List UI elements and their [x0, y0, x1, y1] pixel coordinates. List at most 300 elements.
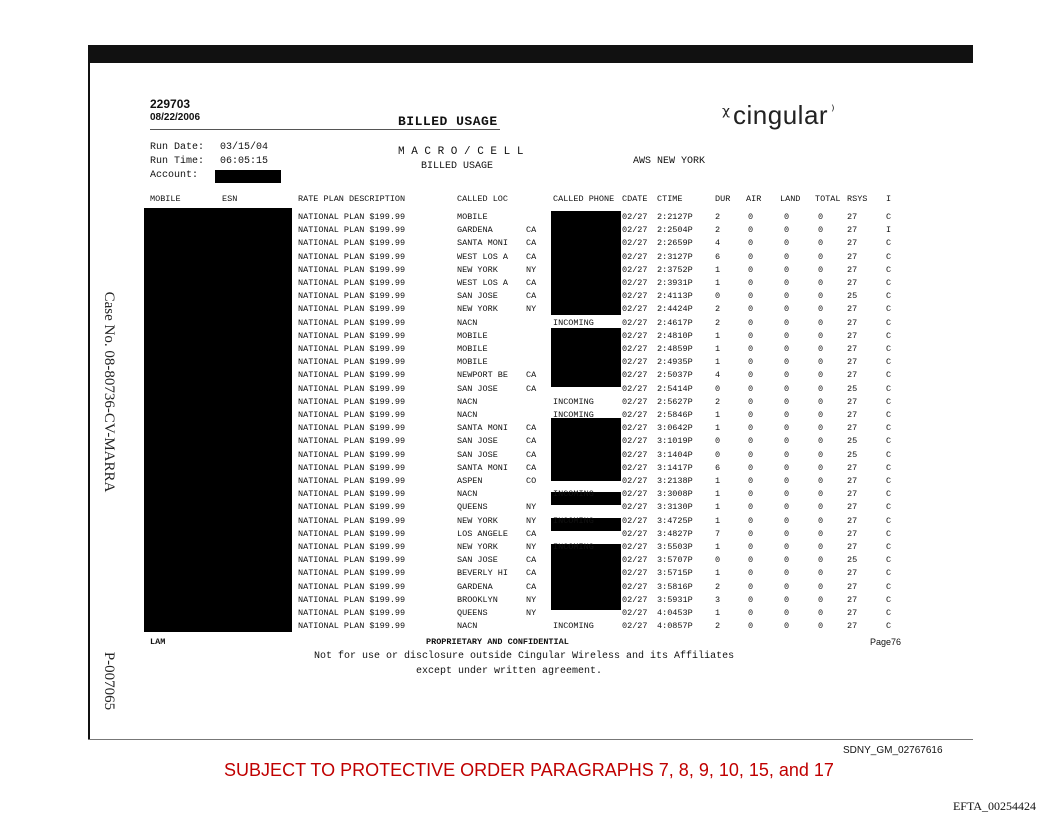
rsys-cell: 25 [847, 555, 858, 566]
cdate-cell: 02/27 [622, 410, 648, 420]
rsys-cell: 27 [847, 608, 858, 618]
col-header-rate-plan: RATE PLAN DESCRIPTION [298, 194, 406, 204]
called-phone-cell: INCOMING [553, 621, 594, 632]
dur-cell: 1 [715, 515, 721, 526]
state-cell: CA [526, 436, 537, 447]
cdate-cell: 02/27 [622, 555, 648, 566]
total-cell: 0 [818, 462, 824, 473]
land-cell: 0 [784, 476, 790, 486]
dur-cell: 0 [715, 383, 721, 394]
land-cell: 0 [784, 449, 790, 460]
dur-cell: 1 [715, 278, 721, 288]
rsys-cell: 27 [847, 528, 858, 539]
rate-plan-cell: NATIONAL PLAN $199.99 [298, 410, 406, 420]
cdate-cell: 02/27 [622, 396, 648, 407]
indicator-cell: C [886, 251, 892, 262]
air-cell: 0 [748, 621, 754, 632]
rate-plan-cell: NATIONAL PLAN $199.99 [298, 581, 406, 592]
ctime-cell: 3:5707P [657, 555, 693, 566]
land-cell: 0 [784, 212, 790, 222]
rate-plan-cell: NATIONAL PLAN $199.99 [298, 264, 406, 275]
rate-plan-cell: NATIONAL PLAN $199.99 [298, 528, 406, 539]
air-cell: 0 [748, 291, 754, 302]
air-cell: 0 [748, 357, 754, 368]
cdate-cell: 02/27 [622, 225, 648, 236]
air-cell: 0 [748, 581, 754, 592]
rate-plan-cell: NATIONAL PLAN $199.99 [298, 436, 406, 447]
rate-plan-cell: NATIONAL PLAN $199.99 [298, 502, 406, 513]
cdate-cell: 02/27 [622, 528, 648, 539]
rsys-cell: 25 [847, 383, 858, 394]
ctime-cell: 2:3127P [657, 251, 693, 262]
total-cell: 0 [818, 568, 824, 579]
rate-plan-cell: NATIONAL PLAN $199.99 [298, 489, 406, 500]
ctime-cell: 2:5627P [657, 396, 693, 407]
dur-cell: 1 [715, 423, 721, 434]
rsys-cell: 27 [847, 476, 858, 486]
rate-plan-cell: NATIONAL PLAN $199.99 [298, 212, 406, 222]
ctime-cell: 3:4827P [657, 528, 693, 539]
dur-cell: 0 [715, 555, 721, 566]
rsys-cell: 27 [847, 370, 858, 381]
rate-plan-cell: NATIONAL PLAN $199.99 [298, 238, 406, 249]
col-header-rsys: RSYS [847, 194, 868, 204]
rsys-cell: 27 [847, 225, 858, 236]
indicator-cell: C [886, 357, 892, 368]
total-cell: 0 [818, 621, 824, 632]
col-header-cdate: CDATE [622, 194, 648, 204]
rate-plan-cell: NATIONAL PLAN $199.99 [298, 225, 406, 236]
state-cell: NY [526, 515, 537, 526]
state-cell: CA [526, 251, 537, 262]
total-cell: 0 [818, 278, 824, 288]
account-redaction [215, 170, 281, 183]
land-cell: 0 [784, 225, 790, 236]
indicator-cell: C [886, 608, 892, 618]
cdate-cell: 02/27 [622, 383, 648, 394]
state-cell: CA [526, 383, 537, 394]
called-loc-cell: MOBILE [457, 357, 488, 368]
dur-cell: 1 [715, 410, 721, 420]
rsys-cell: 27 [847, 515, 858, 526]
land-cell: 0 [784, 317, 790, 328]
indicator-cell: I [886, 225, 892, 236]
called-loc-cell: SAN JOSE [457, 383, 498, 394]
land-cell: 0 [784, 304, 790, 315]
case-number-stamp: Case No. 08-80736-CV-MARRA [101, 291, 117, 493]
col-header-called-phone: CALLED PHONE [553, 194, 615, 204]
air-cell: 0 [748, 410, 754, 420]
called-loc-cell: SAN JOSE [457, 436, 498, 447]
rate-plan-cell: NATIONAL PLAN $199.99 [298, 515, 406, 526]
ctime-cell: 3:5931P [657, 594, 693, 605]
total-cell: 0 [818, 515, 824, 526]
total-cell: 0 [818, 264, 824, 275]
land-cell: 0 [784, 238, 790, 249]
cdate-cell: 02/27 [622, 317, 648, 328]
air-cell: 0 [748, 251, 754, 262]
total-cell: 0 [818, 383, 824, 394]
dur-cell: 1 [715, 502, 721, 513]
land-cell: 0 [784, 581, 790, 592]
total-cell: 0 [818, 555, 824, 566]
state-cell: CA [526, 528, 537, 539]
total-cell: 0 [818, 291, 824, 302]
air-cell: 0 [748, 370, 754, 381]
rsys-cell: 27 [847, 568, 858, 579]
indicator-cell: C [886, 515, 892, 526]
air-cell: 0 [748, 542, 754, 552]
air-cell: 0 [748, 264, 754, 275]
total-cell: 0 [818, 238, 824, 249]
ctime-cell: 2:4859P [657, 344, 693, 354]
ctime-cell: 3:3008P [657, 489, 693, 500]
total-cell: 0 [818, 608, 824, 618]
total-cell: 0 [818, 370, 824, 381]
air-cell: 0 [748, 476, 754, 486]
state-cell: CA [526, 291, 537, 302]
total-cell: 0 [818, 344, 824, 354]
dur-cell: 2 [715, 304, 721, 315]
indicator-cell: C [886, 568, 892, 579]
dur-cell: 2 [715, 317, 721, 328]
ctime-cell: 2:5414P [657, 383, 693, 394]
total-cell: 0 [818, 396, 824, 407]
total-cell: 0 [818, 423, 824, 434]
land-cell: 0 [784, 594, 790, 605]
ctime-cell: 3:5816P [657, 581, 693, 592]
dur-cell: 1 [715, 344, 721, 354]
cdate-cell: 02/27 [622, 462, 648, 473]
called-loc-cell: QUEENS [457, 608, 488, 618]
air-cell: 0 [748, 568, 754, 579]
air-cell: 0 [748, 594, 754, 605]
called-phone-cell: INCOMING [553, 489, 594, 500]
land-cell: 0 [784, 383, 790, 394]
disclaimer-line-2: except under written agreement. [416, 666, 603, 677]
cdate-cell: 02/27 [622, 621, 648, 632]
called-loc-cell: MOBILE [457, 344, 488, 354]
ctime-cell: 2:2659P [657, 238, 693, 249]
disclaimer-line-1: Not for use or disclosure outside Cingular Wireless and its Affiliates [314, 651, 735, 662]
indicator-cell: C [886, 462, 892, 473]
called-loc-cell: NEW YORK [457, 304, 498, 315]
total-cell: 0 [818, 304, 824, 315]
total-cell: 0 [818, 489, 824, 500]
rsys-cell: 27 [847, 330, 858, 341]
called-loc-cell: BEVERLY HI [457, 568, 509, 579]
air-cell: 0 [748, 462, 754, 473]
ctime-cell: 4:0857P [657, 621, 693, 632]
total-cell: 0 [818, 594, 824, 605]
rsys-cell: 27 [847, 502, 858, 513]
called-phone-cell: INCOMING [553, 542, 594, 552]
state-cell: NY [526, 264, 537, 275]
cdate-cell: 02/27 [622, 594, 648, 605]
cdate-cell: 02/27 [622, 489, 648, 500]
confidential-notice: PROPRIETARY AND CONFIDENTIAL [426, 637, 569, 647]
logo-wordmark: cingular [733, 100, 829, 130]
cdate-cell: 02/27 [622, 212, 648, 222]
dur-cell: 1 [715, 568, 721, 579]
indicator-cell: C [886, 594, 892, 605]
rsys-cell: 25 [847, 436, 858, 447]
cdate-cell: 02/27 [622, 291, 648, 302]
indicator-cell: C [886, 238, 892, 249]
air-cell: 0 [748, 489, 754, 500]
cdate-cell: 02/27 [622, 370, 648, 381]
dur-cell: 1 [715, 357, 721, 368]
ctime-cell: 2:5846P [657, 410, 693, 420]
land-cell: 0 [784, 502, 790, 513]
land-cell: 0 [784, 330, 790, 341]
land-cell: 0 [784, 251, 790, 262]
bates-number: SDNY_GM_02767616 [843, 745, 943, 756]
called-phone-cell: INCOMING [553, 410, 594, 420]
dur-cell: 1 [715, 608, 721, 618]
land-cell: 0 [784, 423, 790, 434]
rsys-cell: 27 [847, 581, 858, 592]
rsys-cell: 27 [847, 621, 858, 632]
rsys-cell: 27 [847, 212, 858, 222]
cdate-cell: 02/27 [622, 304, 648, 315]
ctime-cell: 2:4617P [657, 317, 693, 328]
called-loc-cell: SAN JOSE [457, 555, 498, 566]
indicator-cell: C [886, 330, 892, 341]
dur-cell: 4 [715, 238, 721, 249]
called-phone-cell: INCOMING [553, 317, 594, 328]
state-cell: CA [526, 225, 537, 236]
state-cell: CA [526, 449, 537, 460]
indicator-cell: C [886, 423, 892, 434]
page-number: Page76 [870, 637, 902, 647]
dur-cell: 1 [715, 264, 721, 275]
air-cell: 0 [748, 423, 754, 434]
state-cell: NY [526, 304, 537, 315]
called-loc-cell: ASPEN [457, 476, 483, 486]
rate-plan-cell: NATIONAL PLAN $199.99 [298, 396, 406, 407]
ctime-cell: 2:4424P [657, 304, 693, 315]
called-loc-cell: NACN [457, 621, 478, 632]
cdate-cell: 02/27 [622, 449, 648, 460]
air-cell: 0 [748, 330, 754, 341]
dur-cell: 1 [715, 330, 721, 341]
land-cell: 0 [784, 370, 790, 381]
called-loc-cell: MOBILE [457, 330, 488, 341]
ctime-cell: 3:1404P [657, 449, 693, 460]
ctime-cell: 2:3752P [657, 264, 693, 275]
billed-usage-subtitle: BILLED USAGE [421, 161, 494, 172]
col-header-called-loc: CALLED LOC [457, 194, 509, 204]
efta-number: EFTA_00254424 [952, 799, 1036, 813]
called-loc-cell: SAN JOSE [457, 449, 498, 460]
ctime-cell: 2:2504P [657, 225, 693, 236]
ctime-cell: 3:3130P [657, 502, 693, 513]
called-loc-cell: WEST LOS A [457, 278, 509, 288]
total-cell: 0 [818, 251, 824, 262]
rate-plan-cell: NATIONAL PLAN $199.99 [298, 555, 406, 566]
air-cell: 0 [748, 608, 754, 618]
land-cell: 0 [784, 410, 790, 420]
cdate-cell: 02/27 [622, 278, 648, 288]
cdate-cell: 02/27 [622, 502, 648, 513]
dur-cell: 3 [715, 594, 721, 605]
rate-plan-cell: NATIONAL PLAN $199.99 [298, 304, 406, 315]
called-loc-cell: SANTA MONI [457, 423, 509, 434]
indicator-cell: C [886, 528, 892, 539]
market-name: AWS NEW YORK [633, 156, 706, 167]
rate-plan-cell: NATIONAL PLAN $199.99 [298, 476, 406, 486]
indicator-cell: C [886, 317, 892, 328]
cdate-cell: 02/27 [622, 476, 648, 486]
indicator-cell: C [886, 278, 892, 288]
called-loc-cell: NEW YORK [457, 264, 498, 275]
dur-cell: 6 [715, 462, 721, 473]
total-cell: 0 [818, 317, 824, 328]
state-cell: CA [526, 568, 537, 579]
rsys-cell: 27 [847, 357, 858, 368]
land-cell: 0 [784, 344, 790, 354]
called-phone-cell: INCOMING [553, 396, 594, 407]
title-underline [150, 129, 500, 130]
land-cell: 0 [784, 264, 790, 275]
rsys-cell: 27 [847, 251, 858, 262]
air-cell: 0 [748, 383, 754, 394]
run-time-value: 06:05:15 [220, 156, 269, 167]
air-cell: 0 [748, 436, 754, 447]
air-cell: 0 [748, 317, 754, 328]
air-cell: 0 [748, 344, 754, 354]
indicator-cell: C [886, 410, 892, 420]
rate-plan-cell: NATIONAL PLAN $199.99 [298, 370, 406, 381]
indicator-cell: C [886, 383, 892, 394]
state-cell: CA [526, 581, 537, 592]
state-cell: NY [526, 542, 537, 552]
indicator-cell: C [886, 264, 892, 275]
rsys-cell: 27 [847, 317, 858, 328]
col-header-dur: DUR [715, 194, 731, 204]
rate-plan-cell: NATIONAL PLAN $199.99 [298, 278, 406, 288]
indicator-cell: C [886, 621, 892, 632]
ctime-cell: 3:0642P [657, 423, 693, 434]
called-loc-cell: WEST LOS A [457, 251, 509, 262]
cdate-cell: 02/27 [622, 436, 648, 447]
total-cell: 0 [818, 225, 824, 236]
called-loc-cell: NACN [457, 317, 478, 328]
dur-cell: 2 [715, 581, 721, 592]
rsys-cell: 27 [847, 489, 858, 500]
land-cell: 0 [784, 396, 790, 407]
rate-plan-cell: NATIONAL PLAN $199.99 [298, 291, 406, 302]
air-cell: 0 [748, 515, 754, 526]
dur-cell: 2 [715, 621, 721, 632]
called-loc-cell: MOBILE [457, 212, 488, 222]
land-cell: 0 [784, 568, 790, 579]
rsys-cell: 27 [847, 238, 858, 249]
macro-cell-heading: M A C R O / C E L L [398, 146, 524, 158]
page-stamp: P-007065 [101, 651, 117, 711]
total-cell: 0 [818, 528, 824, 539]
air-cell: 0 [748, 555, 754, 566]
dur-cell: 2 [715, 212, 721, 222]
ctime-cell: 2:4113P [657, 291, 693, 302]
rsys-cell: 25 [847, 291, 858, 302]
cdate-cell: 02/27 [622, 581, 648, 592]
col-header-mobile: MOBILE [150, 194, 181, 204]
col-header-land: LAND [780, 194, 801, 204]
rate-plan-cell: NATIONAL PLAN $199.99 [298, 462, 406, 473]
ctime-cell: 2:2127P [657, 212, 693, 222]
air-cell: 0 [748, 304, 754, 315]
ctime-cell: 2:3931P [657, 278, 693, 288]
called-loc-cell: NACN [457, 489, 478, 500]
air-cell: 0 [748, 396, 754, 407]
rsys-cell: 27 [847, 344, 858, 354]
cdate-cell: 02/27 [622, 608, 648, 618]
indicator-cell: C [886, 449, 892, 460]
dur-cell: 4 [715, 370, 721, 381]
indicator-cell: C [886, 291, 892, 302]
land-cell: 0 [784, 278, 790, 288]
state-cell: NY [526, 502, 537, 513]
ctime-cell: 3:1417P [657, 462, 693, 473]
logo-trademark-mark: ⁾ [831, 102, 836, 118]
rsys-cell: 27 [847, 396, 858, 407]
total-cell: 0 [818, 542, 824, 552]
dur-cell: 1 [715, 489, 721, 500]
ctime-cell: 4:0453P [657, 608, 693, 618]
called-loc-cell: NEWPORT BE [457, 370, 509, 381]
called-loc-cell: QUEENS [457, 502, 488, 513]
total-cell: 0 [818, 357, 824, 368]
called-loc-cell: NEW YORK [457, 515, 498, 526]
run-date-value: 03/15/04 [220, 142, 269, 153]
dur-cell: 1 [715, 542, 721, 552]
rsys-cell: 27 [847, 410, 858, 420]
rsys-cell: 27 [847, 304, 858, 315]
indicator-cell: C [886, 304, 892, 315]
indicator-cell: C [886, 542, 892, 552]
air-cell: 0 [748, 238, 754, 249]
cdate-cell: 02/27 [622, 264, 648, 275]
air-cell: 0 [748, 449, 754, 460]
protective-order-notice: SUBJECT TO PROTECTIVE ORDER PARAGRAPHS 7, 8, 9, 10, 15, and 17 [224, 760, 834, 780]
cdate-cell: 02/27 [622, 515, 648, 526]
rsys-cell: 27 [847, 542, 858, 552]
air-cell: 0 [748, 502, 754, 513]
indicator-cell: C [886, 370, 892, 381]
state-cell: CA [526, 278, 537, 288]
called-loc-cell: GARDENA [457, 225, 493, 236]
indicator-cell: C [886, 476, 892, 486]
rate-plan-cell: NATIONAL PLAN $199.99 [298, 449, 406, 460]
called-loc-cell: NACN [457, 410, 478, 420]
ctime-cell: 2:4935P [657, 357, 693, 368]
left-scan-border [88, 45, 90, 740]
called-loc-cell: SAN JOSE [457, 291, 498, 302]
state-cell: CA [526, 555, 537, 566]
document-date: 08/22/2006 [150, 112, 201, 123]
land-cell: 0 [784, 291, 790, 302]
dur-cell: 2 [715, 225, 721, 236]
rate-plan-cell: NATIONAL PLAN $199.99 [298, 317, 406, 328]
cingular-jack-icon: ᵡ [722, 103, 731, 128]
land-cell: 0 [784, 515, 790, 526]
rate-plan-cell: NATIONAL PLAN $199.99 [298, 330, 406, 341]
cdate-cell: 02/27 [622, 251, 648, 262]
mobile-esn-redaction [144, 208, 292, 632]
rate-plan-cell: NATIONAL PLAN $199.99 [298, 594, 406, 605]
